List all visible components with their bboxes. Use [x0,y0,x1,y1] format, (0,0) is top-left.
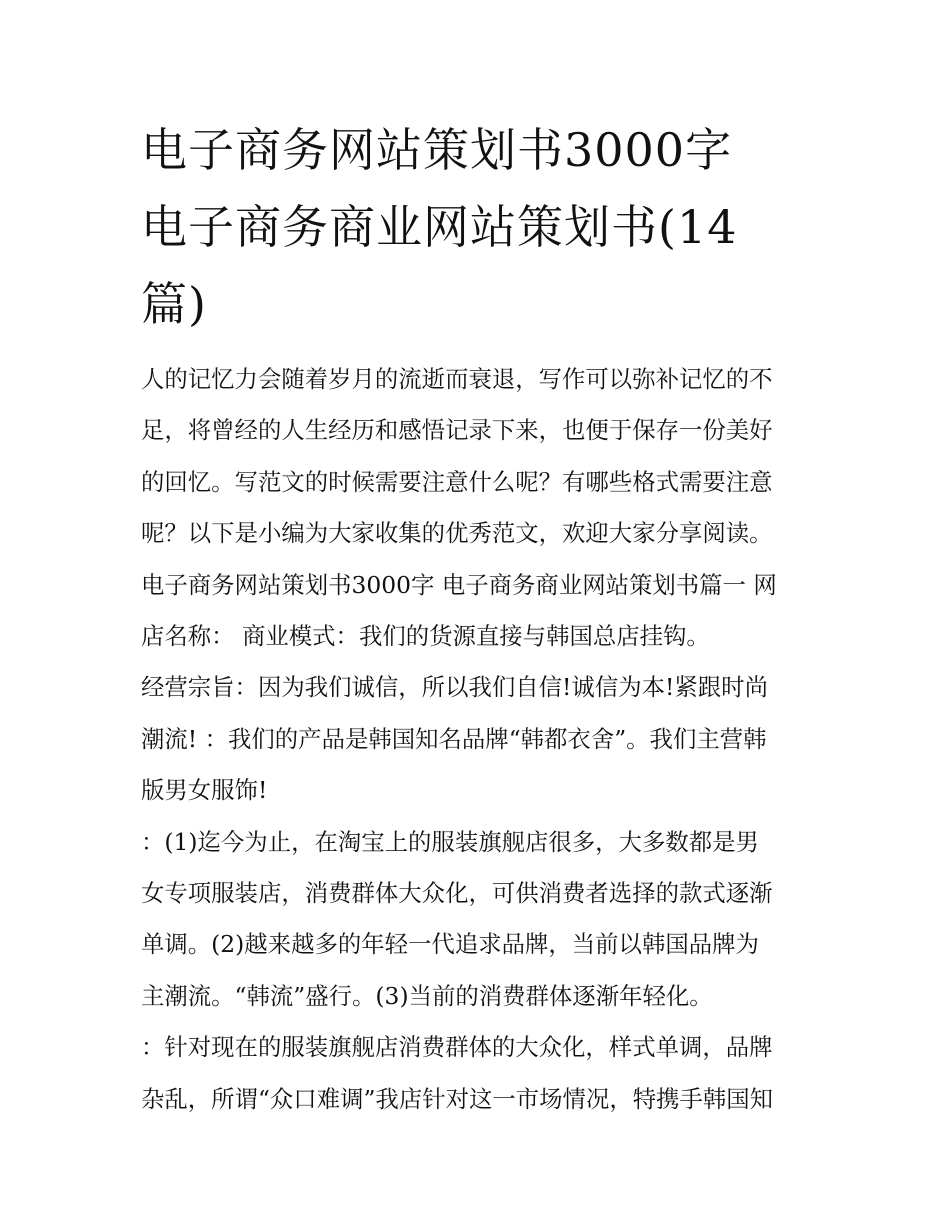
title-line-2: 电子商务商业网站策划书(14 [141,200,738,254]
document-title [141,112,821,343]
body-line: 电子商务网站策划书3000字 电子商务商业网站策划书篇一 网 [141,570,777,599]
body-line: 版男女服饰! [141,776,268,805]
body-line: 单调。(2)越来越多的年轻一代追求品牌，当前以韩国品牌为 [141,930,759,959]
body-line: 潮流! ：我们的产品是韩国知名品牌“韩都衣舍”。我们主营韩 [141,724,767,753]
body-line: ：针对现在的服装旗舰店消费群体的大众化，样式单调，品牌 [141,1033,773,1062]
body-line: 店名称： 商业模式：我们的货源直接与韩国总店挂钩。 [141,622,710,651]
title-line-1: 电子商务网站策划书3000字 [141,123,733,177]
body-line: 经营宗旨：因为我们诚信，所以我们自信!诚信为本!紧跟时尚 [141,673,768,702]
body-line: ：(1)迄今为止，在淘宝上的服装旗舰店很多，大多数都是男 [141,827,759,856]
body-line: 的回忆。写范文的时候需要注意什么呢？有哪些格式需要注意 [141,467,773,496]
document-body [141,354,813,1125]
body-line: 呢？以下是小编为大家收集的优秀范文，欢迎大家分享阅读。 [141,519,773,548]
title-line-3: 篇) [141,277,207,331]
body-line: 人的记忆力会随着岁月的流逝而衰退，写作可以弥补记忆的不 [141,365,773,393]
body-line: 足，将曾经的人生经历和感悟记录下来，也便于保存一份美好 [141,416,773,445]
body-line: 主潮流。“韩流”盛行。(3)当前的消费群体逐渐年轻化。 [141,981,713,1010]
body-line: 女专项服装店，消费群体大众化，可供消费者选择的款式逐渐 [141,879,773,908]
body-line: 杂乱，所谓“众口难调”我店针对这一市场情况，特携手韩国知 [141,1084,774,1113]
